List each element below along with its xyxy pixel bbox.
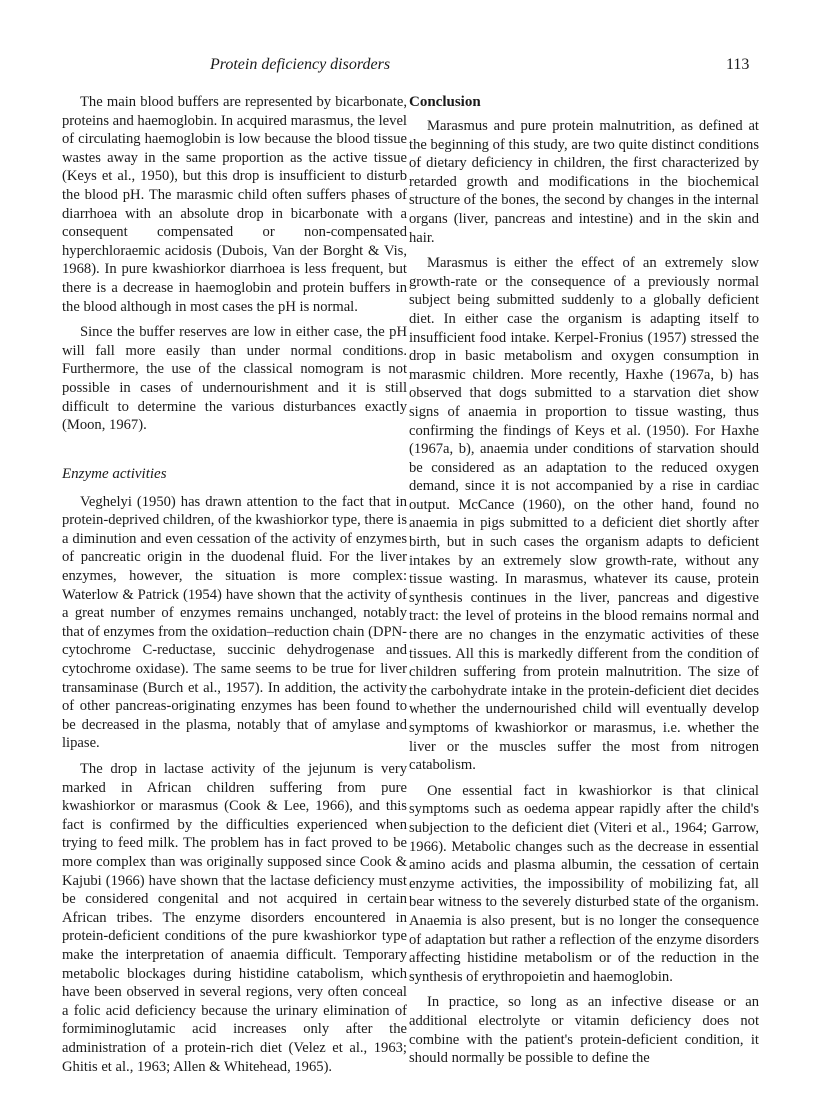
body-paragraph: Marasmus is either the effect of an extremely slow growth-rate or the consequence of a previously normal subject being submitted suddenly to a globally deficient diet. In either case the organism is adapting itself to insufficient food intake. Kerpel-Fronius (1957) stressed the drop in basic metabolism and oxygen consumption in marasmic children. More recently, Haxhe (1967a, b) has observed that dogs submitted to a starvation diet show signs of anaemia in proportion to tissue wasting, thus confirming the findings of Keys et al. (1950). For Haxhe (1967a, b), anaemia under conditions of starvation should be considered as an adaptation to the reduced oxygen demand, since it is not accompanied by a rise in cardiac output. McCance (1960), on the other hand, found no anaemia in pigs submitted to a deficient diet shortly after birth, but in such cases the organism adapts to deficient intakes by an extremely slow growth-rate, without any tissue wasting. In marasmus, whatever its cause, protein synthesis continues in the liver, pancreas and digestive tract: the level of proteins in the blood remains normal and there are no changes in the enzymatic activities of these tissues. All this is markedly different from the condition of children suffering from protein malnutrition. The size of the carbohydrate intake in the protein-deficient diet decides whether the undernourished child will eventually develop symptoms of kwashiorkor or marasmus, i.e. whether the liver or the muscles suffer the most from nitrogen catabolism. [409, 255, 759, 774]
right-column [409, 93, 759, 1068]
running-title: Protein deficiency disorders [209, 56, 391, 73]
section-heading: Conclusion [409, 94, 481, 110]
body-paragraph: Veghelyi (1950) has drawn attention to the fact that in protein-deprived children, of the kwashiorkor type, there is a diminution and even cessation of the activity of enzymes of pancreatic origin in the duodenal fluid. For the liver enzymes, however, the situation is more complex: Waterlow & Patrick (1954) have shown that the activity of a great number of enzymes remains unchanged, notably that of enzymes from the oxidation–reduction chain (DPN-cytochrome C-reductase, succinic dehydrogenase and cytochrome oxidase). The same seems to be true for liver transaminase (Burch et al., 1957). In addition, the activity of other pancreas-originating enzymes has been found to be decreased in the plasma, notably that of amylase and lipase. [62, 493, 407, 752]
body-paragraph: One essential fact in kwashiorkor is that clinical symptoms such as oedema appear rapidly after the child's subjection to the deficient diet (Viteri et al., 1964; Garrow, 1966). Metabolic changes such as the decrease in essential amino acids and plasma albumin, the cessation of certain enzyme activities, the impossibility of mobilizing fat, all bear witness to the severely disturbed state of the organism. Anaemia is also present, but is no longer the consequence of adaptation but rather a reflection of the enzyme disorders affecting histidine metabolism or of the reduction in the synthesis of erythropoietin and haemoglobin. [409, 782, 759, 985]
body-paragraph: Marasmus and pure protein malnutrition, as defined at the beginning of this study, are two quite distinct conditions of dietary deficiency in children, the first characterized by retarded growth and modifications in the biochemical structure of the bones, the second by changes in the internal organs (liver, pancreas and intestine) and in the skin and hair. [409, 118, 759, 246]
body-paragraph: The drop in lactase activity of the jejunum is very marked in African children suffering from pure kwashiorkor or marasmus (Cook & Lee, 1966), and this fact is confirmed by the difficulties experienced when trying to feed milk. The problem has in fact proved to be more complex than was originally supposed since Cook & Kajubi (1966) have shown that the lactase deficiency must be considered congenital and not acquired in certain African tribes. The enzyme disorders encountered in protein-deficient conditions of the pure kwashiorkor type make the interpretation of anaemia difficult. Temporary metabolic blockages during histidine catabolism, which have been observed in several regions, very often conceal a folic acid deficiency because the urinary elimination of formiminoglutamic acid increases only after the administration of a protein-rich diet (Velez et al., 1963; Ghitis et al., 1963; Allen & Whitehead, 1965). [62, 761, 407, 1075]
section-subheading: Enzyme activities [62, 465, 167, 482]
body-paragraph: In practice, so long as an infective disease or an additional electrolyte or vitamin deficiency does not combine with the patient's protein-deficient condition, it should normally be possible to define the [409, 994, 759, 1067]
page-number: 113 [726, 56, 750, 73]
body-paragraph: The main blood buffers are represented by bicarbonate, proteins and haemoglobin. In acquired marasmus, the level of circulating haemoglobin is low because the blood tissue wastes away in the same proportion as the active tissue (Keys et al., 1950), but this drop is insufficient to disturb the blood pH. The marasmic child often suffers phases of diarrhoea with an absolute drop in bicarbonate with a consequent compensated or non-compensated hyperchloraemic acidosis (Dubois, Van der Borght & Vis, 1968). In pure kwashiorkor diarrhoea is less frequent, but there is a decrease in haemoglobin and protein buffers in the blood although in most cases the pH is normal. [62, 94, 407, 315]
body-paragraph: Since the buffer reserves are low in either case, the pH will fall more easily than under normal conditions. Furthermore, the use of the classical nomogram is not possible in cases of undernourishment and it is still difficult to determine the various disturbances exactly (Moon, 1967). [62, 324, 407, 434]
left-column [62, 93, 407, 1076]
